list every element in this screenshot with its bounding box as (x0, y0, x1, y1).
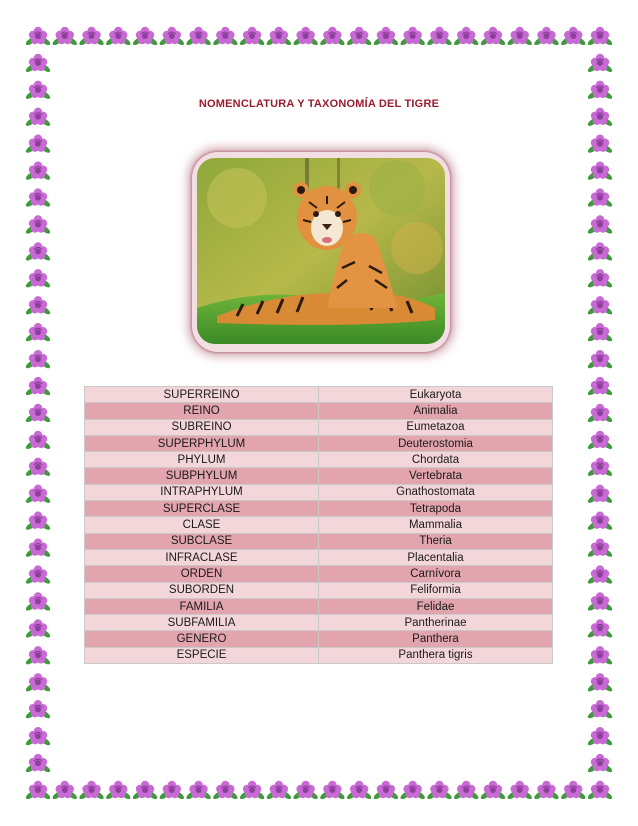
rank-cell: CLASE (85, 517, 319, 533)
table-row (85, 631, 553, 647)
flower-ornament (399, 27, 426, 47)
table-row (85, 387, 553, 403)
rank-cell: SUBREINO (85, 419, 319, 435)
flower-ornament (25, 296, 52, 316)
flower-ornament (265, 27, 292, 47)
flower-ornament (587, 27, 614, 47)
flower-ornament (25, 538, 52, 558)
flower-ornament (346, 781, 373, 801)
table-row (85, 484, 553, 500)
flower-ornament (587, 377, 614, 397)
table-row (85, 566, 553, 582)
rank-cell: SUPERPHYLUM (85, 435, 319, 451)
flower-ornament (51, 781, 78, 801)
value-cell: Carnívora (319, 566, 553, 582)
flower-ornament (25, 673, 52, 693)
flower-ornament (587, 458, 614, 478)
rank-cell: GENERO (85, 631, 319, 647)
value-cell: Feliformia (319, 582, 553, 598)
flower-ornament (25, 161, 52, 181)
flower-ornament (25, 646, 52, 666)
flower-ornament (346, 27, 373, 47)
flower-ornament (212, 781, 239, 801)
flower-ornament (587, 592, 614, 612)
value-cell: Panthera tigris (319, 647, 553, 663)
rank-cell: INTRAPHYLUM (85, 484, 319, 500)
tiger-photo-frame (192, 152, 450, 352)
flower-ornament (372, 781, 399, 801)
flower-ornament (51, 27, 78, 47)
value-cell: Theria (319, 533, 553, 549)
flower-ornament (25, 512, 52, 532)
flower-ornament (158, 781, 185, 801)
flower-ornament (25, 565, 52, 585)
flower-ornament (25, 242, 52, 262)
taxonomy-table (84, 386, 553, 664)
flower-ornament (105, 781, 132, 801)
flower-ornament (587, 700, 614, 720)
flower-ornament (426, 27, 453, 47)
flower-ornament (453, 27, 480, 47)
value-cell: Chordata (319, 452, 553, 468)
value-cell: Eukaryota (319, 387, 553, 403)
rank-cell: SUBPHYLUM (85, 468, 319, 484)
rank-cell: FAMILIA (85, 598, 319, 614)
value-cell: Deuterostomia (319, 435, 553, 451)
flower-ornament (587, 565, 614, 585)
flower-ornament (25, 431, 52, 451)
rank-cell: ESPECIE (85, 647, 319, 663)
flower-ornament (399, 781, 426, 801)
flower-ornament (185, 781, 212, 801)
flower-ornament (78, 27, 105, 47)
flower-ornament (587, 242, 614, 262)
table-row (85, 582, 553, 598)
flower-ornament (25, 404, 52, 424)
table-row (85, 615, 553, 631)
table-row (85, 452, 553, 468)
table-row (85, 517, 553, 533)
flower-ornament (587, 512, 614, 532)
rank-cell: INFRACLASE (85, 549, 319, 565)
flower-ornament (132, 781, 159, 801)
rank-cell: SUBFAMILIA (85, 615, 319, 631)
flower-ornament (25, 781, 52, 801)
flower-ornament (239, 27, 266, 47)
flower-ornament (587, 161, 614, 181)
flower-ornament (25, 458, 52, 478)
value-cell: Felidae (319, 598, 553, 614)
flower-ornament (292, 27, 319, 47)
flower-ornament (587, 727, 614, 747)
flower-ornament (587, 54, 614, 74)
flower-ornament (480, 27, 507, 47)
rank-cell: REINO (85, 403, 319, 419)
flower-ornament (25, 727, 52, 747)
table-row (85, 468, 553, 484)
flower-ornament (25, 485, 52, 505)
flower-ornament (105, 27, 132, 47)
flower-ornament (587, 619, 614, 639)
rank-cell: PHYLUM (85, 452, 319, 468)
rank-cell: SUPERCLASE (85, 501, 319, 517)
flower-ornament (587, 431, 614, 451)
flower-ornament (587, 646, 614, 666)
flower-ornament (453, 781, 480, 801)
table-row (85, 598, 553, 614)
flower-ornament (25, 215, 52, 235)
flower-ornament (587, 215, 614, 235)
value-cell: Panthera (319, 631, 553, 647)
flower-ornament (132, 27, 159, 47)
flower-ornament (560, 781, 587, 801)
flower-ornament (239, 781, 266, 801)
flower-ornament (506, 781, 533, 801)
value-cell: Pantherinae (319, 615, 553, 631)
flower-ornament (158, 27, 185, 47)
flower-ornament (533, 781, 560, 801)
value-cell: Eumetazoa (319, 419, 553, 435)
flower-ornament (25, 323, 52, 343)
table-row (85, 501, 553, 517)
flower-ornament (560, 27, 587, 47)
table-row (85, 419, 553, 435)
value-cell: Placentalia (319, 549, 553, 565)
flower-ornament (319, 781, 346, 801)
table-row (85, 403, 553, 419)
flower-ornament (587, 108, 614, 128)
value-cell: Vertebrata (319, 468, 553, 484)
flower-ornament (25, 54, 52, 74)
rank-cell: SUBCLASE (85, 533, 319, 549)
flower-ornament (265, 781, 292, 801)
flower-ornament (25, 108, 52, 128)
flower-ornament (25, 592, 52, 612)
flower-ornament (587, 538, 614, 558)
flower-ornament (292, 781, 319, 801)
flower-ornament (78, 781, 105, 801)
flower-ornament (480, 781, 507, 801)
rank-cell: SUPERREINO (85, 387, 319, 403)
flower-ornament (587, 296, 614, 316)
value-cell: Tetrapoda (319, 501, 553, 517)
flower-ornament (587, 673, 614, 693)
flower-ornament (533, 27, 560, 47)
flower-ornament (185, 27, 212, 47)
flower-ornament (587, 135, 614, 155)
flower-ornament (587, 485, 614, 505)
flower-ornament (372, 27, 399, 47)
flower-ornament (212, 27, 239, 47)
flower-ornament (25, 350, 52, 370)
value-cell: Animalia (319, 403, 553, 419)
flower-ornament (25, 619, 52, 639)
flower-ornament (587, 188, 614, 208)
flower-ornament (587, 781, 614, 801)
page-title: NOMENCLATURA Y TAXONOMÍA DEL TIGRE (198, 98, 440, 110)
flower-ornament (25, 135, 52, 155)
flower-ornament (587, 754, 614, 774)
flower-ornament (25, 27, 52, 47)
flower-ornament (319, 27, 346, 47)
table-row (85, 533, 553, 549)
flower-ornament (25, 188, 52, 208)
value-cell: Mammalia (319, 517, 553, 533)
flower-ornament (587, 323, 614, 343)
flower-ornament (587, 350, 614, 370)
rank-cell: ORDEN (85, 566, 319, 582)
table-row (85, 435, 553, 451)
rank-cell: SUBORDEN (85, 582, 319, 598)
flower-ornament (587, 269, 614, 289)
flower-ornament (25, 377, 52, 397)
flower-ornament (25, 754, 52, 774)
flower-ornament (25, 269, 52, 289)
flower-ornament (587, 404, 614, 424)
tiger-photo (197, 158, 445, 344)
flower-ornament (25, 700, 52, 720)
flower-ornament (506, 27, 533, 47)
table-row (85, 549, 553, 565)
flower-ornament (426, 781, 453, 801)
table-row (85, 647, 553, 663)
value-cell: Gnathostomata (319, 484, 553, 500)
